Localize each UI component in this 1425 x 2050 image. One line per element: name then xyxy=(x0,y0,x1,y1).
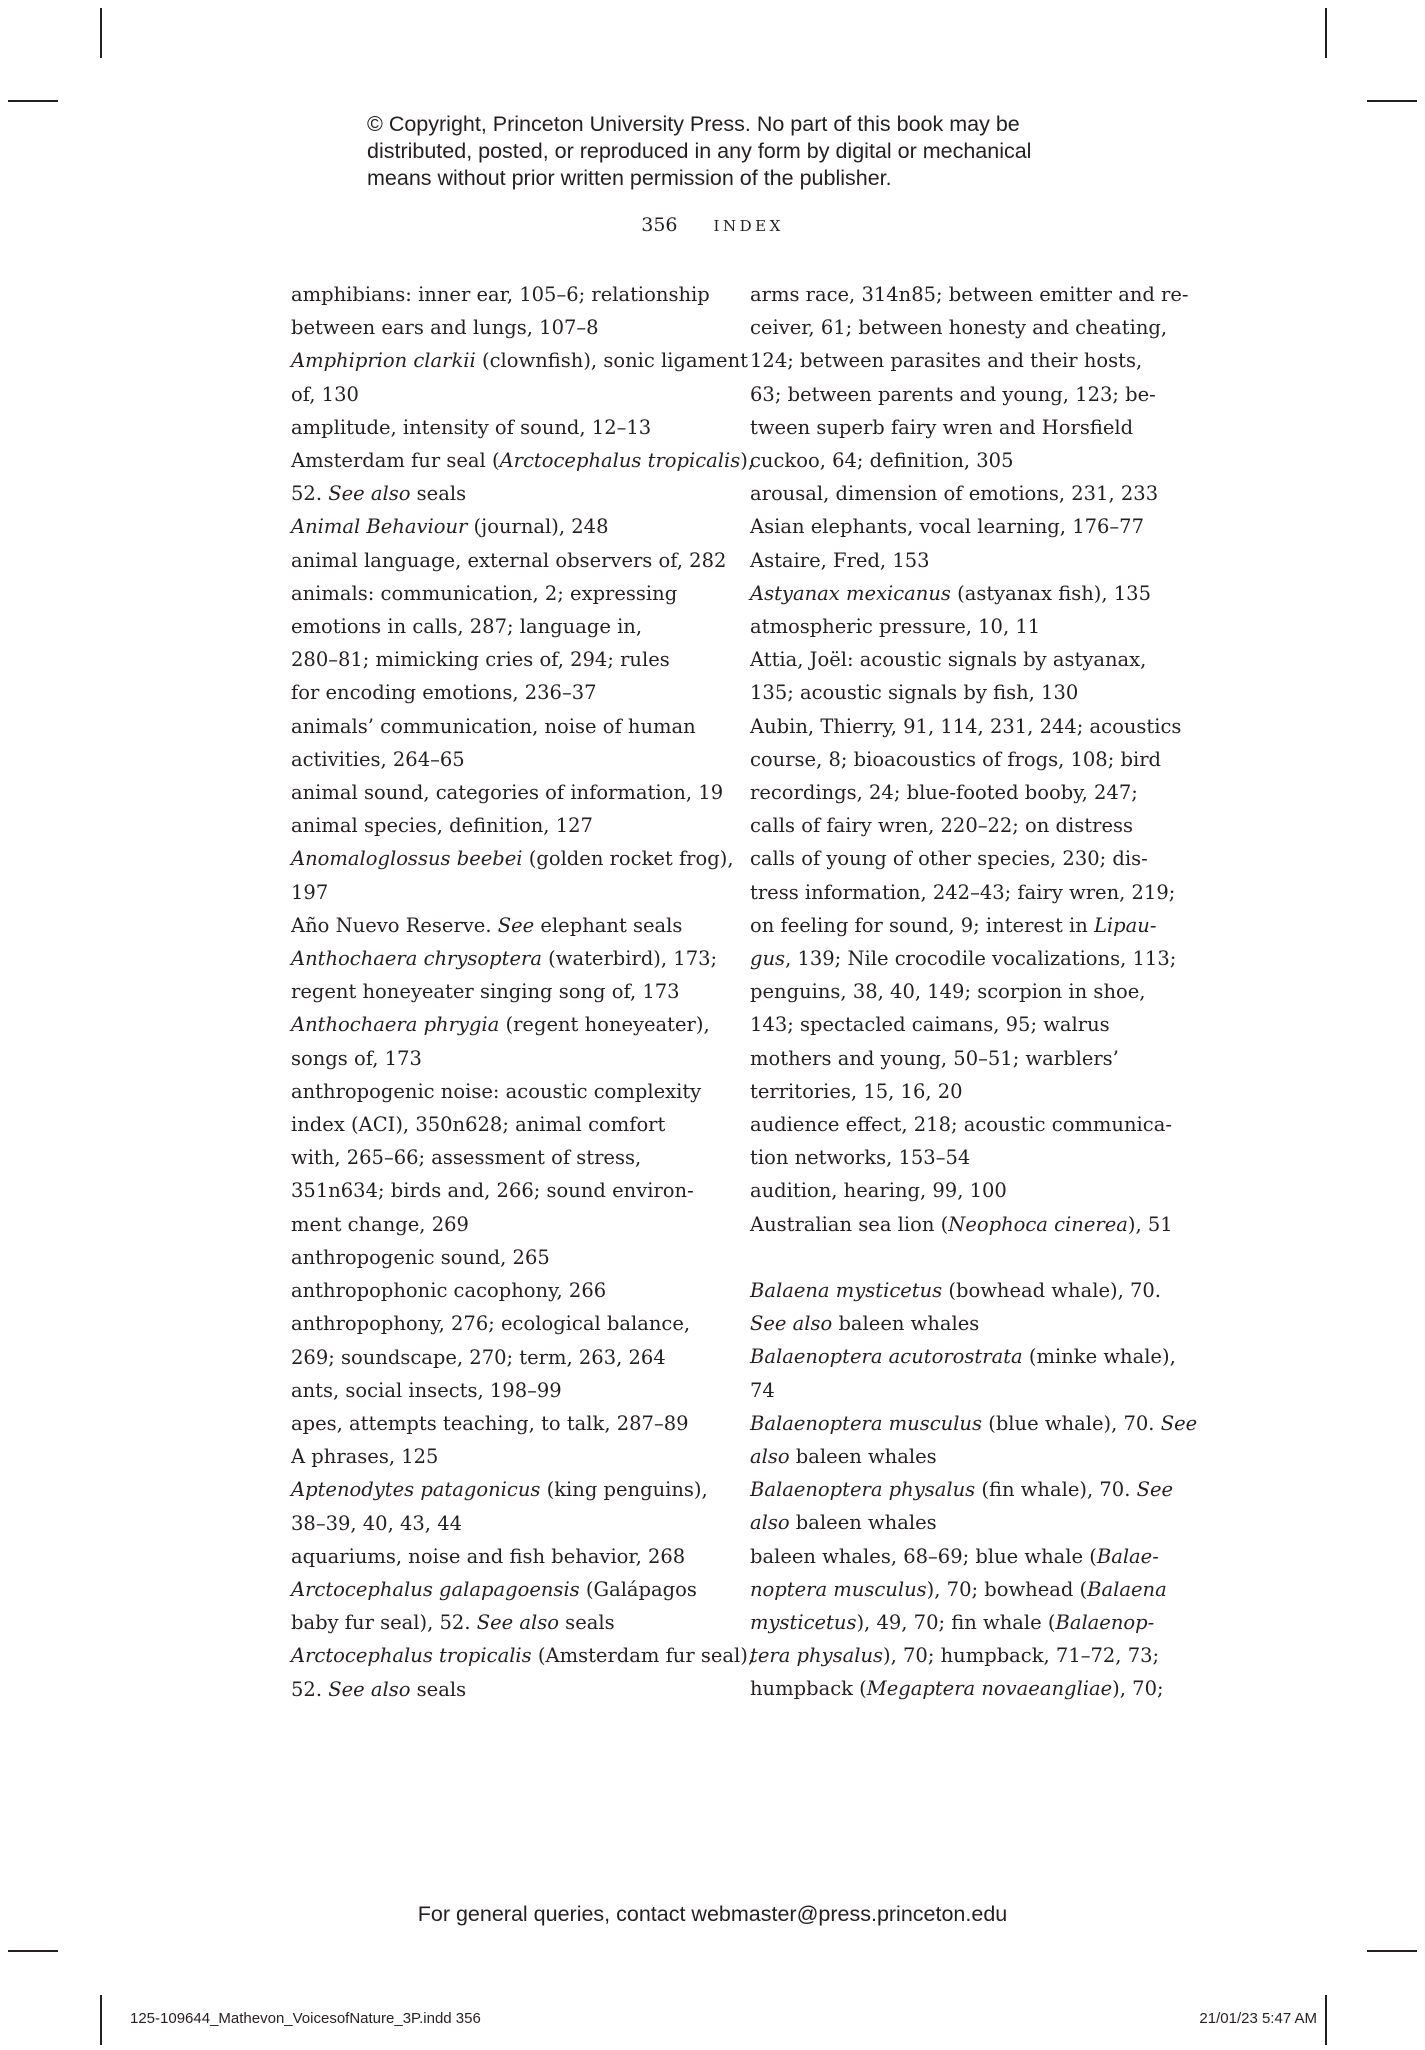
index-entry-line: with, 265–66; assessment of stress, xyxy=(291,1146,642,1170)
index-entry xyxy=(750,1340,1176,1406)
index-entry-line: Asian elephants, vocal learning, 176–77 xyxy=(750,515,1144,539)
index-entry-line: 52. See also seals xyxy=(291,482,467,506)
index-entry-line: tress information, 242–43; fairy wren, 219; xyxy=(750,880,1176,904)
index-entry-line: anthropogenic sound, 265 xyxy=(291,1245,550,1269)
index-entry-line: between ears and lungs, 107–8 xyxy=(291,316,599,340)
crop-mark xyxy=(1325,8,1327,58)
index-entry-line: penguins, 38, 40, 149; scorpion in shoe, xyxy=(750,980,1146,1004)
index-entry-line: A phrases, 125 xyxy=(291,1445,439,1469)
index-entry xyxy=(291,942,721,1008)
index-entry xyxy=(291,1075,721,1241)
index-entry xyxy=(750,710,1182,1108)
index-entry-line: Balaenoptera musculus (blue whale), 70. See xyxy=(750,1411,1198,1435)
index-entry xyxy=(291,1008,721,1074)
index-entry-line: Australian sea lion (Neophoca cinerea), 51 xyxy=(750,1212,1173,1236)
crop-mark xyxy=(8,100,58,102)
index-entry-line: Balaenoptera physalus (fin whale), 70. See xyxy=(750,1478,1174,1502)
index-entry-line: also baleen whales xyxy=(750,1511,937,1535)
index-entry-line: calls of fairy wren, 220–22; on distress xyxy=(750,814,1133,838)
index-entry xyxy=(291,1241,721,1274)
index-entry-line: arousal, dimension of emotions, 231, 233 xyxy=(750,482,1159,506)
index-entry-line: for encoding emotions, 236–37 xyxy=(291,681,597,705)
copyright-line: distributed, posted, or reproduced in any form by digital or mechanical xyxy=(367,139,1032,163)
index-entry xyxy=(291,544,727,577)
index-entry-line: activities, 264–65 xyxy=(291,747,465,771)
index-entry-line: Amsterdam fur seal (Arctocephalus tropicalis), xyxy=(291,449,755,473)
index-entry xyxy=(291,776,724,809)
index-entry xyxy=(750,1540,1170,1706)
crop-mark xyxy=(1325,1995,1327,2045)
index-entry-line: index (ACI), 350n628; animal comfort xyxy=(291,1113,666,1137)
index-entry-line: baby fur seal), 52. See also seals xyxy=(291,1611,615,1635)
index-entry xyxy=(750,544,1170,577)
slug-file-info: 125-109644_Mathevon_VoicesofNature_3P.indd 356 xyxy=(130,2010,481,2027)
index-entry-line: 351n634; birds and, 266; sound environ- xyxy=(291,1179,694,1203)
index-column-left xyxy=(291,278,755,1706)
index-entry xyxy=(291,510,721,543)
index-entry-line: aquariums, noise and fish behavior, 268 xyxy=(291,1544,686,1568)
index-entry-line: Astaire, Fred, 153 xyxy=(750,548,930,572)
index-entry-line: Attia, Joël: acoustic signals by astyanax, xyxy=(750,648,1147,672)
index-entry-line: Arctocephalus tropicalis (Amsterdam fur seal), xyxy=(291,1644,755,1668)
index-entry-line: apes, attempts teaching, to talk, 287–89 xyxy=(291,1411,689,1435)
index-entry-line: audience effect, 218; acoustic communica- xyxy=(750,1113,1172,1137)
index-entry xyxy=(291,1473,721,1539)
index-entry-line: 280–81; mimicking cries of, 294; rules xyxy=(291,648,670,672)
index-entry-line: 52. See also seals xyxy=(291,1677,467,1701)
index-entry-line: Año Nuevo Reserve. See elephant seals xyxy=(291,913,683,937)
index-entry xyxy=(750,278,1189,477)
index-entry-line: Aubin, Thierry, 91, 114, 231, 244; acoustics xyxy=(750,714,1182,738)
crop-mark xyxy=(1367,100,1417,102)
index-entry xyxy=(750,1108,1170,1174)
index-entry xyxy=(291,1407,721,1440)
index-entry-line: Balaena mysticetus (bowhead whale), 70. xyxy=(750,1278,1161,1302)
copyright-line: © Copyright, Princeton University Press. No part of this book may be xyxy=(367,112,1020,136)
index-entry xyxy=(750,610,1170,643)
index-entry xyxy=(291,344,748,410)
index-entry-line: humpback (Megaptera novaeangliae), 70; xyxy=(750,1677,1164,1701)
section-title: index xyxy=(713,212,784,237)
index-entry-line: course, 8; bioacoustics of frogs, 108; bird xyxy=(750,747,1162,771)
index-entry-line: songs of, 173 xyxy=(291,1046,422,1070)
index-entry-line: mysticetus), 49, 70; fin whale (Balaenop- xyxy=(750,1610,1155,1634)
index-entry-line: anthropophonic cacophony, 266 xyxy=(291,1279,607,1303)
index-entry xyxy=(291,809,721,842)
slug-date-info: 21/01/23 5:47 AM xyxy=(1199,2010,1317,2027)
index-entry-line: gus, 139; Nile crocodile vocalizations, 113; xyxy=(750,947,1177,971)
index-entry-line: on feeling for sound, 9; interest in Lipau- xyxy=(750,913,1157,937)
index-entry xyxy=(750,643,1170,709)
index-entry-line: Arctocephalus galapagoensis (Galápagos xyxy=(291,1577,697,1601)
crop-mark xyxy=(100,8,102,58)
index-entry xyxy=(750,1174,1170,1207)
index-entry-line: Amphiprion clarkii (clownfish), sonic ligament xyxy=(291,349,748,373)
index-entry-line: 269; soundscape, 270; term, 263, 264 xyxy=(291,1345,666,1369)
page-number: 356 xyxy=(641,214,678,236)
index-entry-line: baleen whales, 68–69; blue whale (Balae- xyxy=(750,1544,1159,1568)
index-entry-line: See also baleen whales xyxy=(750,1312,980,1336)
index-entry xyxy=(750,1208,1173,1241)
index-entry-line: arms race, 314n85; between emitter and re- xyxy=(750,283,1189,306)
index-entry-line: Anomaloglossus beebei (golden rocket frog), xyxy=(291,847,734,871)
index-entry-line: tion networks, 153–54 xyxy=(750,1146,971,1170)
index-entry xyxy=(291,1440,721,1473)
general-queries-footer: For general queries, contact webmaster@press.princeton.edu xyxy=(417,1902,1008,1926)
copyright-notice xyxy=(367,111,1127,192)
index-entry xyxy=(750,1407,1198,1473)
index-entry-line: ment change, 269 xyxy=(291,1212,469,1236)
copyright-line: means without prior written permission of the publisher. xyxy=(367,166,892,190)
index-entry-line: also baleen whales xyxy=(750,1444,937,1468)
index-entry-line: ceiver, 61; between honesty and cheating, xyxy=(750,316,1168,340)
running-head xyxy=(0,212,1425,237)
index-entry-line: cuckoo, 64; definition, 305 xyxy=(750,449,1014,473)
index-entry-line: tween superb fairy wren and Horsfield xyxy=(750,415,1134,439)
index-entry xyxy=(291,710,721,776)
index-entry xyxy=(750,1274,1170,1340)
index-entry xyxy=(291,1639,755,1705)
index-entry-line: calls of young of other species, 230; dis- xyxy=(750,847,1148,871)
index-letter-gap xyxy=(750,1241,1170,1274)
index-entry-line: amphibians: inner ear, 105–6; relationship xyxy=(291,283,710,306)
index-entry xyxy=(750,477,1170,510)
index-entry-line: tera physalus), 70; humpback, 71–72, 73; xyxy=(750,1644,1160,1668)
index-entry-line: ants, social insects, 198–99 xyxy=(291,1378,562,1402)
index-entry-line: animals’ communication, noise of human xyxy=(291,714,696,738)
index-entry-line: Anthochaera phrygia (regent honeyeater), xyxy=(291,1013,710,1037)
index-entry-line: amplitude, intensity of sound, 12–13 xyxy=(291,415,652,439)
index-column-right xyxy=(750,278,1198,1706)
index-entry xyxy=(750,577,1170,610)
index-entry-line: 38–39, 40, 43, 44 xyxy=(291,1511,463,1535)
index-entry-line: of, 130 xyxy=(291,382,359,406)
index-entry xyxy=(291,1374,721,1407)
index-entry-line: animal sound, categories of information, 19 xyxy=(291,781,724,805)
index-entry-line: mothers and young, 50–51; warblers’ xyxy=(750,1046,1119,1070)
index-entry-line: recordings, 24; blue-footed booby, 247; xyxy=(750,781,1138,805)
index-entry xyxy=(291,1274,721,1307)
index-entry-line: anthropophony, 276; ecological balance, xyxy=(291,1312,691,1336)
index-entry-line: 143; spectacled caimans, 95; walrus xyxy=(750,1013,1110,1037)
index-entry-line: 124; between parasites and their hosts, xyxy=(750,349,1143,373)
index-entry-line: 74 xyxy=(750,1378,775,1402)
index-entry-line: animal language, external observers of, 282 xyxy=(291,548,727,572)
index-entry xyxy=(291,842,734,908)
index-entry xyxy=(291,1540,721,1573)
index-entry xyxy=(291,909,721,942)
index-entry xyxy=(291,577,721,710)
index-entry-line: audition, hearing, 99, 100 xyxy=(750,1179,1007,1203)
index-entry-line: Animal Behaviour (journal), 248 xyxy=(291,515,609,539)
index-entry-line: 135; acoustic signals by fish, 130 xyxy=(750,681,1079,705)
index-entry xyxy=(291,1573,721,1639)
index-entry-line: Astyanax mexicanus (astyanax fish), 135 xyxy=(750,581,1151,605)
index-entry-line: anthropogenic noise: acoustic complexity xyxy=(291,1079,702,1103)
index-entry xyxy=(750,510,1170,543)
crop-mark xyxy=(1367,1950,1417,1952)
index-entry xyxy=(291,444,755,510)
index-entry xyxy=(750,1473,1174,1539)
crop-mark xyxy=(100,1995,102,2045)
index-entry-line: Anthochaera chrysoptera (waterbird), 173; xyxy=(291,947,718,971)
index-entry-line: territories, 15, 16, 20 xyxy=(750,1079,963,1103)
crop-mark xyxy=(8,1950,58,1952)
index-entry xyxy=(291,278,721,344)
index-entry-line: Balaenoptera acutorostrata (minke whale), xyxy=(750,1345,1176,1369)
index-entry xyxy=(291,1307,721,1373)
index-entry-line: regent honeyeater singing song of, 173 xyxy=(291,980,680,1004)
index-entry-line: animals: communication, 2; expressing xyxy=(291,581,678,605)
index-entry-line: Aptenodytes patagonicus (king penguins), xyxy=(291,1478,708,1502)
index-entry xyxy=(291,411,721,444)
index-entry-line: 197 xyxy=(291,880,329,904)
index-entry-line: 63; between parents and young, 123; be- xyxy=(750,382,1156,406)
index-entry-line: atmospheric pressure, 10, 11 xyxy=(750,615,1041,639)
index-entry-line: noptera musculus), 70; bowhead (Balaena xyxy=(750,1577,1167,1601)
index-entry-line: emotions in calls, 287; language in, xyxy=(291,615,643,639)
index-entry-line: animal species, definition, 127 xyxy=(291,814,593,838)
